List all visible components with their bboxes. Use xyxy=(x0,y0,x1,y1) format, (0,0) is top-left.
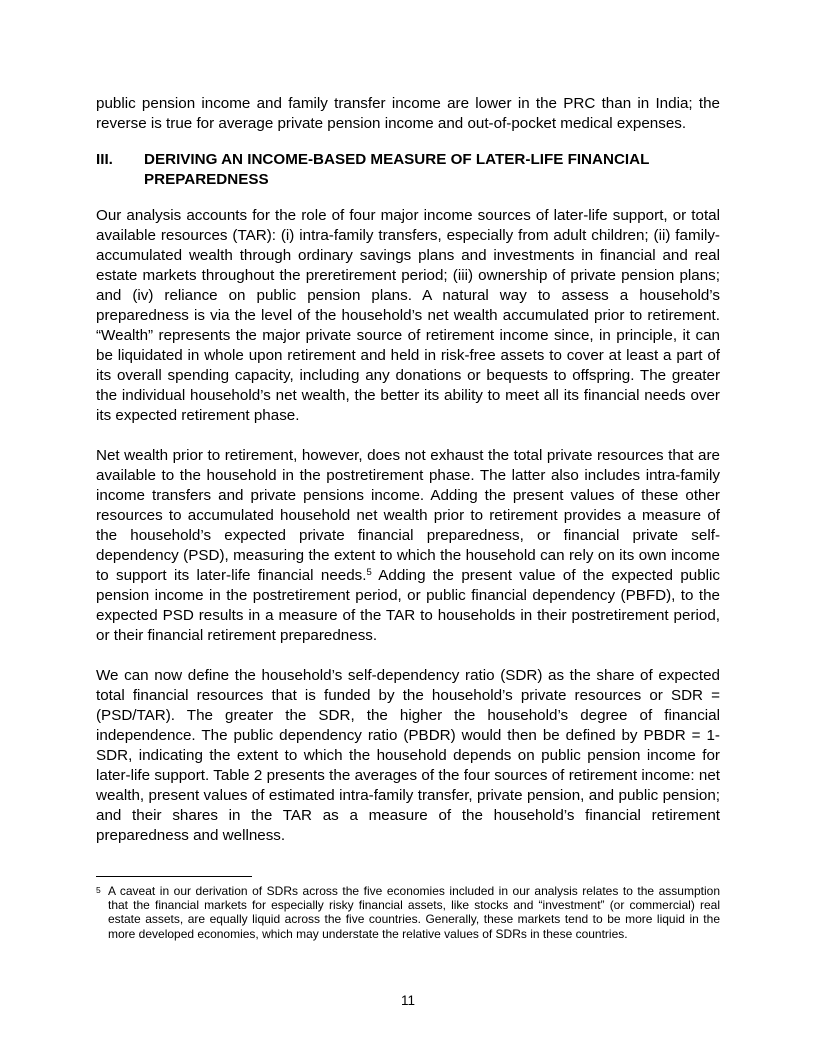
footnote-separator xyxy=(96,876,252,877)
page-number: 11 xyxy=(400,993,415,1008)
paragraph-2-part-2: Adding the present value of the expected public pension income in the postretirement period, or public financial dependency (PBFD), to the expected PSD results in a measure of the TAR to households in their postretirement period, or their financial retirement preparedness. xyxy=(96,567,721,644)
intro-paragraph: public pension income and family transfer income are lower in the PRC than in India; the reverse is true for average private pension income and out-of-pocket medical expenses. xyxy=(96,95,720,132)
paragraph-3: We can now define the household’s self-dependency ratio (SDR) as the share of expected total financial resources that is funded by the household’s private resources or SDR = (PSD/TAR). The greater the SDR, the higher the household’s degree of financial independence. The public dependency ratio (PBDR) would then be defined by PBDR = 1-SDR, indicating the extent to which the household depends on public pension income for later-life support. Table 2 presents the averages of the four sources of retirement income: net wealth, present values of estimated intra-family transfer, private pension, and public pension; and their shares in the TAR as a measure of the household’s financial retirement preparedness and wellness. xyxy=(96,667,720,844)
paragraph-2 xyxy=(96,446,720,646)
footnote-mark: 5 xyxy=(96,885,101,895)
section-number: III. xyxy=(96,151,113,168)
footnote xyxy=(96,884,720,941)
paragraph-1: Our analysis accounts for the role of four major income sources of later-life support, or total available resources (TAR): (i) intra-family transfers, especially from adult children; (ii) family-accumulated wealth through ordinary savings plans and investments in financial and real estate markets throughout the preretirement period; (iii) ownership of private pension plans; and (iv) reliance on public pension plans. A natural way to assess a household’s preparedness is via the level of the household’s net wealth accumulated prior to retirement. “Wealth” represents the major private source of retirement income since, in principle, it can be liquidated in whole upon retirement and held in risk-free assets to cover at least a part of its overall spending capacity, including any donations or bequests to offspring. The greater the individual household’s net wealth, the better its ability to meet all its financial needs over its expected retirement phase. xyxy=(96,207,720,424)
section-heading xyxy=(96,150,720,190)
footnote-text: A caveat in our derivation of SDRs across the five economies included in our analysis relates to the assumption that the financial markets for especially risky financial assets, like stocks and “investment” (or commercial) real estate assets, are equally liquid across the five countries. Generally, these markets tend to be more liquid in the more developed economies, which may understate the relative values of SDRs in these countries. xyxy=(108,884,720,941)
paragraph-2-part-1: Net wealth prior to retirement, however, does not exhaust the total private resources that are available to the household in the postretirement phase. The latter also includes intra-family income transfers and private pensions income. Adding the present values of these other resources to accumulated household net wealth prior to retirement provides a measure of the household’s expected private financial preparedness, or financial private self-dependency (PSD), measuring the extent to which the household can rely on its own income to support its later-life financial needs. xyxy=(96,447,720,584)
page-body xyxy=(96,94,720,846)
section-title: DERIVING AN INCOME-BASED MEASURE OF LATER-LIFE FINANCIAL PREPAREDNESS xyxy=(144,151,650,188)
footnote-reference: 5 xyxy=(366,567,372,578)
